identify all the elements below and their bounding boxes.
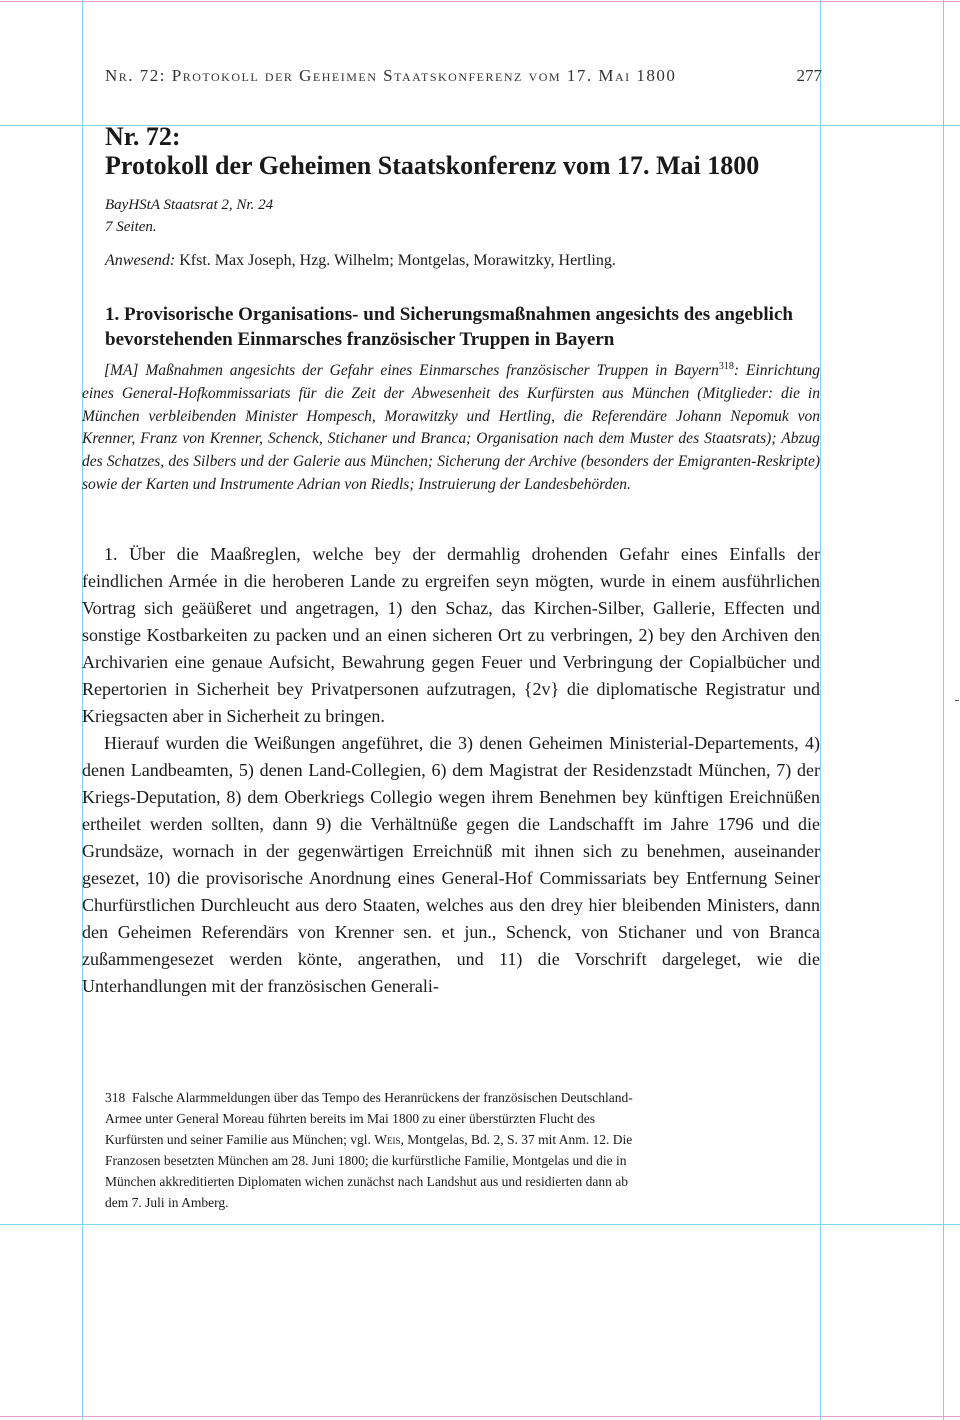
source-reference xyxy=(105,194,820,238)
paragraph: Hierauf wurden die Weißungen angeführet, die 3) denen Geheimen Ministerial-Departements, 4) denen Landbeamten, 5) denen Land-Collegien, 6) dem Magistrat der Residenzstadt München, 7) der Kriegs-Deputation, 8) dem Oberkriegs Collegio wegen ihrem Benehmen bey künftigen Ereichnüßen ertheilet werden sollten, dann 9) die Verhältnüße gegen die Landschafft im Jahre 1796 und die Grundsäze, wornach in der gegenwärtigen Erreichnüß mit ihnen sich zu benehmen, auseinander gesezet, 10) die provisorische Anordnung eines General-Hof Commissariats bey Entfernung Seiner Churfürstlichen Durchleucht aus dero Staaten, welches aus den drey hier bleibenden Ministers, dann den Geheimen Referendärs von Krenner sen. et jun., Schenck, von Stichaner und von Branca zußammengesezet werden könte, angerathen, und 11) die Vorschrift dargeleget, wie die Unterhandlungen mit der französischen Generali- xyxy=(82,733,820,996)
archive-signature: BayHStA Staatsrat 2, Nr. 24 xyxy=(105,197,274,213)
footnote-number: 318 xyxy=(105,1090,126,1105)
guide-line-top-bleed xyxy=(0,1,960,2)
page-number: 277 xyxy=(796,66,822,85)
footnote xyxy=(105,1087,635,1213)
guide-line-bleed xyxy=(943,0,944,1420)
document-title-text: Protokoll der Geheimen Staatskonferenz vom 17. Mai 1800 xyxy=(105,151,760,180)
attendees-list: Kfst. Max Joseph, Hzg. Wilhelm; Montgelas, Morawitzky, Hertling. xyxy=(179,252,616,269)
guide-line-right xyxy=(820,0,821,1420)
section-heading: 1. Provisorische Organisations- und Sicherungsmaßnahmen angesichts des angeblich bevorstehenden Einmarsches französischer Truppen in Bayern xyxy=(105,304,793,350)
summary-start: [MA] Maßnahmen angesichts der Gefahr eines Einmarsches französischer Truppen in Bayern xyxy=(104,362,719,380)
document-title xyxy=(105,122,820,180)
footnote-author: Weis xyxy=(374,1132,401,1147)
summary-rest: : Einrichtung eines General-Hofkommissariats für die Zeit der Abwesenheit des Kurfürsten aus München (Mitglieder: die in München verbleibenden Minister Hompesch, Morawitzky und Hertling, die Referendäre Johann Nepomuk von Krenner, Franz von Krenner, Schenck, Stichaner und Branca; Organisation nach dem Muster des Staatsrats); Abzug des Schatzes, des Silbers und der Galerie aus München; Sicherung der Archive (besonders der Emigranten-Reskripte) sowie der Karten und Instrumente Adrian von Riedls; Instruierung der Landesbehörden. xyxy=(82,362,820,493)
page-count: 7 Seiten. xyxy=(105,219,157,235)
crop-mark xyxy=(955,700,959,701)
paragraph: 1. Über die Maaßreglen, welche bey der dermahlig drohenden Gefahr eines Einfalls der feindlichen Armée in die heroberen Lande zu ergreifen seyn mögten, wurde in einem ausführlichen Vortrag sich geäüßeret und angetragen, 1) den Schaz, das Kirchen-Silber, Gallerie, Effecten und sonstige Kostbarkeiten zu packen und an einen sicheren Ort zu verbringen, 2) bey den Archiven den Archivarien eine genaue Aufsicht, Bewahrung gegen Feuer und Verbringung der Copialbücher und Repertorien in Sicherheit bey Privatpersonen aufzutragen, {2v} die diplomatische Registratur und Kriegsacten aber in Sicherheit zu bringen. xyxy=(82,544,820,726)
footnote-text-start: Falsche Alarmmeldungen über das Tempo des Heranrückens der französischen Deutschland-Armee unter General Moreau führten bereits im Mai 1800 zu einer überstürzten Flucht des Kurfürsten und seiner Familie aus München; vgl. xyxy=(105,1090,633,1147)
guide-line-bottom-margin xyxy=(0,1224,960,1225)
attendees xyxy=(105,250,820,272)
footnote-reference[interactable]: 318 xyxy=(718,361,734,372)
document-number: Nr. 72: xyxy=(105,122,181,151)
section-summary xyxy=(82,356,820,496)
attendees-label: Anwesend: xyxy=(105,252,176,269)
running-head: Nr. 72: Protokoll der Geheimen Staatskonferenz vom 17. Mai 1800 xyxy=(105,66,677,85)
guide-line-bottom-bleed xyxy=(0,1416,960,1417)
protocol-text xyxy=(82,541,820,1000)
footnote-text-end: , Montgelas, Bd. 2, S. 37 mit Anm. 12. Die Franzosen besetzten München am 28. Juni 1800; die kurfürstliche Familie, Montgelas und die in München akkreditierten Diplomaten wichen zunächst nach Landshut aus und residierten dann ab dem 7. Juli in Amberg. xyxy=(105,1132,633,1210)
